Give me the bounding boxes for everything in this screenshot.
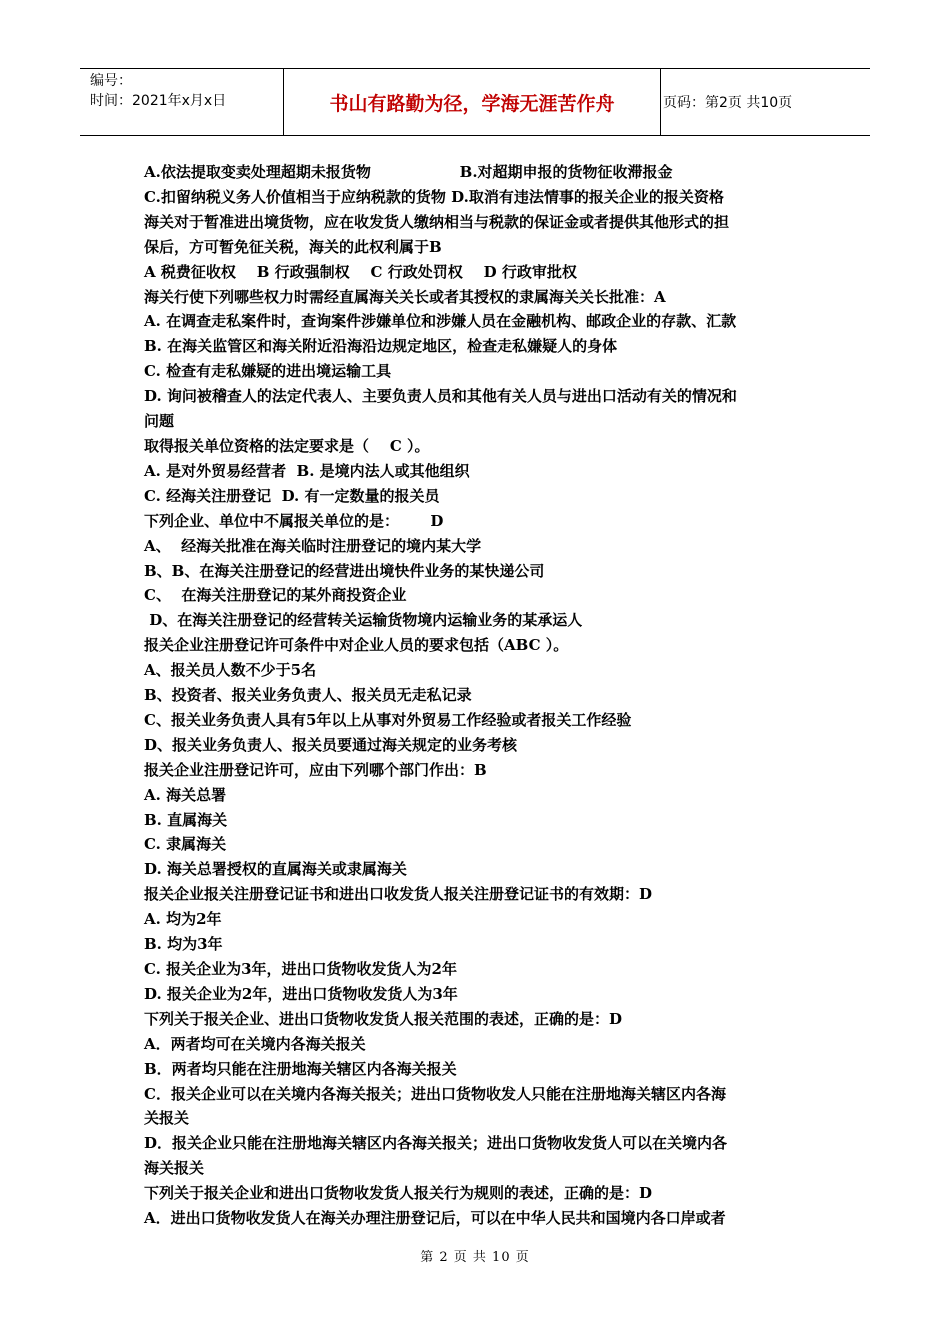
document-body bbox=[144, 160, 814, 1231]
text-line: C. 隶属海关 bbox=[144, 835, 227, 854]
text-line: C．报关企业可以在关境内各海关报关；进出口货物收发人只能在注册地海关辖区内各海 bbox=[144, 1084, 726, 1103]
text-line: 报关企业注册登记许可条件中对企业人员的要求包括（ABC ）。 bbox=[144, 636, 569, 655]
text-line: A．两者均可在关境内各海关报关 bbox=[144, 1034, 366, 1053]
header-page-number: 页码：第2页 共10页 bbox=[663, 95, 793, 111]
text-line: C. 报关企业为3年，进出口货物收发货人为2年 bbox=[144, 960, 457, 978]
text-line: 下列关于报关企业、进出口货物收发货人报关范围的表述，正确的是：D bbox=[144, 1009, 623, 1028]
text-line: 取得报关单位资格的法定要求是（ C ）。 bbox=[144, 436, 430, 455]
text-line: C. 经海关注册登记 D. 有一定数量的报关员 bbox=[144, 486, 440, 505]
text-line: C.扣留纳税义务人价值相当于应纳税款的货物 D.取消有违法情事的报关企业的报关资格 bbox=[144, 187, 724, 206]
text-line: A、报关员人数不少于5名 bbox=[144, 661, 317, 680]
text-line: 海关对于暂准进出境货物，应在收发货人缴纳相当与税款的保证金或者提供其他形式的担 bbox=[144, 212, 730, 231]
text-line: B. 直属海关 bbox=[144, 810, 228, 829]
text-line: 下列企业、单位中不属报关单位的是： D bbox=[144, 511, 444, 530]
text-line: B、B、在海关注册登记的经营进出境快件业务的某快递公司 bbox=[144, 561, 545, 580]
text-line: D. 海关总署授权的直属海关或隶属海关 bbox=[144, 860, 407, 879]
text-line: D、在海关注册登记的经营转关运输货物境内运输业务的某承运人 bbox=[144, 611, 583, 630]
text-line: C. 检查有走私嫌疑的进出境运输工具 bbox=[144, 362, 392, 381]
text-line: A. 在调查走私案件时，查询案件涉嫌单位和涉嫌人员在金融机构、邮政企业的存款、汇款 bbox=[144, 312, 737, 331]
text-line: C、报关业务负责人具有5年以上从事对外贸易工作经验或者报关工作经验 bbox=[144, 710, 632, 729]
header-meta bbox=[80, 69, 283, 135]
page-header bbox=[80, 68, 870, 136]
text-line: A. 均为2年 bbox=[144, 910, 222, 929]
text-line: D. 报关企业为2年，进出口货物收发货人为3年 bbox=[144, 984, 458, 1003]
text-line: 保后，方可暂免征关税，海关的此权利属于B bbox=[144, 237, 442, 256]
text-line: B．两者均只能在注册地海关辖区内各海关报关 bbox=[144, 1059, 457, 1078]
code-label: 编号： bbox=[90, 73, 132, 89]
text-line: B. 在海关监管区和海关附近沿海沿边规定地区，检查走私嫌疑人的身体 bbox=[144, 337, 618, 356]
text-line: D、报关业务负责人、报关员要通过海关规定的业务考核 bbox=[144, 735, 518, 754]
time-label: 时间：2021年x月x日 bbox=[90, 93, 227, 109]
text-line: A. 海关总署 bbox=[144, 785, 227, 804]
text-line: D．报关企业只能在注册地海关辖区内各海关报关；进出口货物收发货人可以在关境内各 bbox=[144, 1134, 728, 1153]
text-line: A. 是对外贸易经营者 B. 是境内法人或其他组织 bbox=[144, 461, 470, 480]
text-line: 下列关于报关企业和进出口货物收发货人报关行为规则的表述，正确的是：D bbox=[144, 1184, 653, 1203]
text-line: 海关行使下列哪些权力时需经直属海关关长或者其授权的隶属海关关长批准：A bbox=[144, 287, 666, 306]
text-line: B、投资者、报关业务负责人、报关员无走私记录 bbox=[144, 686, 472, 705]
text-line: 问题 bbox=[144, 412, 175, 431]
text-line: A、 经海关批准在海关临时注册登记的境内某大学 bbox=[144, 536, 482, 555]
text-line: 报关企业注册登记许可，应由下列哪个部门作出：B bbox=[144, 760, 487, 779]
text-line: C、 在海关注册登记的某外商投资企业 bbox=[144, 586, 407, 605]
text-line: 关报关 bbox=[144, 1109, 190, 1128]
text-line: A.依法提取变卖处理超期未报货物 B.对超期申报的货物征收滞报金 bbox=[144, 163, 673, 181]
text-line: A．进出口货物收发货人在海关办理注册登记后，可以在中华人民共和国境内各口岸或者 bbox=[144, 1209, 726, 1228]
text-line: 海关报关 bbox=[144, 1159, 205, 1178]
page-footer: 第 2 页 共 10 页 bbox=[420, 1250, 530, 1265]
text-line: 报关企业报关注册登记证书和进出口收发货人报关注册登记证书的有效期：D bbox=[144, 885, 653, 904]
header-motto: 书山有路勤为径，学海无涯苦作舟 bbox=[283, 69, 661, 135]
text-line: B. 均为3年 bbox=[144, 935, 223, 954]
text-line: A 税费征收权 B 行政强制权 C 行政处罚权 D 行政审批权 bbox=[144, 262, 577, 281]
text-line: D. 询问被稽查人的法定代表人、主要负责人员和其他有关人员与进出口活动有关的情况和 bbox=[144, 387, 737, 406]
